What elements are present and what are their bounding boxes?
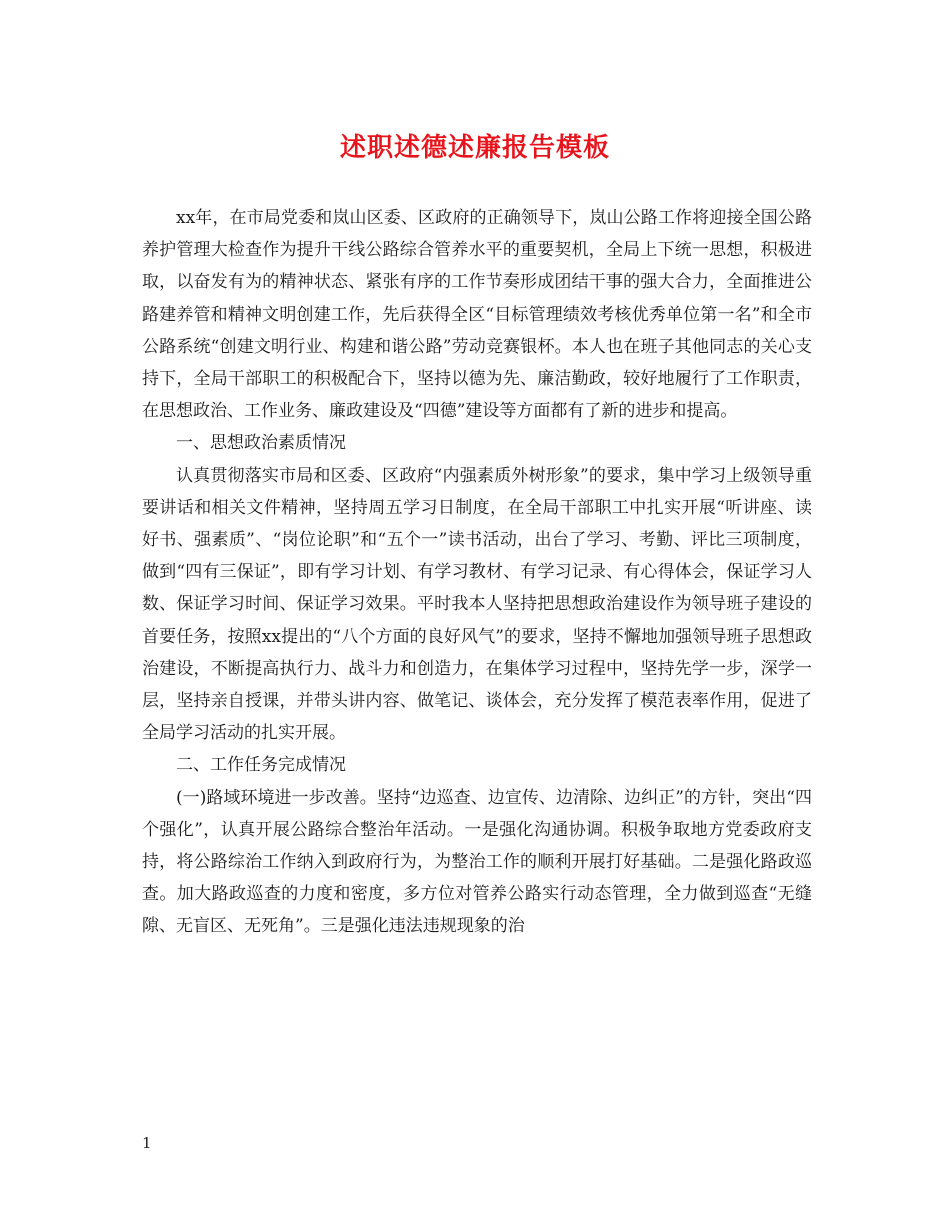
page-number: 1 bbox=[142, 1134, 152, 1152]
section-heading-work: 二、工作任务完成情况 bbox=[176, 755, 346, 776]
document-body bbox=[142, 202, 812, 943]
document-title: 述职述德述廉报告模板 bbox=[339, 133, 610, 163]
intro-paragraph: xx年，在市局党委和岚山区委、区政府的正确领导下，岚山公路工作将迎接全国公路养护管理大检查作为提升干线公路综合管养水平的重要契机，全局上下统一思想，积极进取，以奋发有为的精神状态、紧张有序的工作节奏形成团结干事的强大合力，全面推进公路建养管和精神文明创建工作，先后获得全区“目标管理绩效考核优秀单位第一名”和全市公路系统“创建文明行业、构建和谐公路”劳动竞赛银杯。本人也在班子其他同志的关心支持下，全局干部职工的积极配合下，坚持以德为先、廉洁勤政，较好地履行了工作职责，在思想政治、工作业务、廉政建设及“四德”建设等方面都有了新的进步和提高。 bbox=[142, 208, 812, 422]
section-heading-political: 一、思想政治素质情况 bbox=[176, 433, 346, 454]
political-paragraph: 认真贯彻落实市局和区委、区政府“内强素质外树形象”的要求，集中学习上级领导重要讲话和相关文件精神，坚持周五学习日制度，在全局干部职工中扎实开展“听讲座、读好书、强素质”、“岗位论职”和“五个一”读书活动，出台了学习、考勤、评比三项制度，做到“四有三保证”，即有学习计划、有学习教材、有学习记录、有心得体会，保证学习人数、保证学习时间、保证学习效果。平时我本人坚持把思想政治建设作为领导班子建设的首要任务，按照xx提出的“八个方面的良好风气”的要求，坚持不懈地加强领导班子思想政治建设，不断提高执行力、战斗力和创造力，在集体学习过程中，坚持先学一步，深学一层，坚持亲自授课，并带头讲内容、做笔记、谈体会，充分发挥了模范表率作用，促进了全局学习活动的扎实开展。 bbox=[142, 465, 812, 744]
work-paragraph: (一)路域环境进一步改善。坚持“边巡查、边宣传、边清除、边纠正”的方针，突出“四个强化”，认真开展公路综合整治年活动。一是强化沟通协调。积极争取地方党委政府支持，将公路综治工作纳入到政府行为，为整治工作的顺利开展打好基础。二是强化路政巡查。加大路政巡查的力度和密度，多方位对管养公路实行动态管理，全力做到巡查“无缝隙、无盲区、无死角”。三是强化违法违规现象的治 bbox=[142, 787, 812, 937]
